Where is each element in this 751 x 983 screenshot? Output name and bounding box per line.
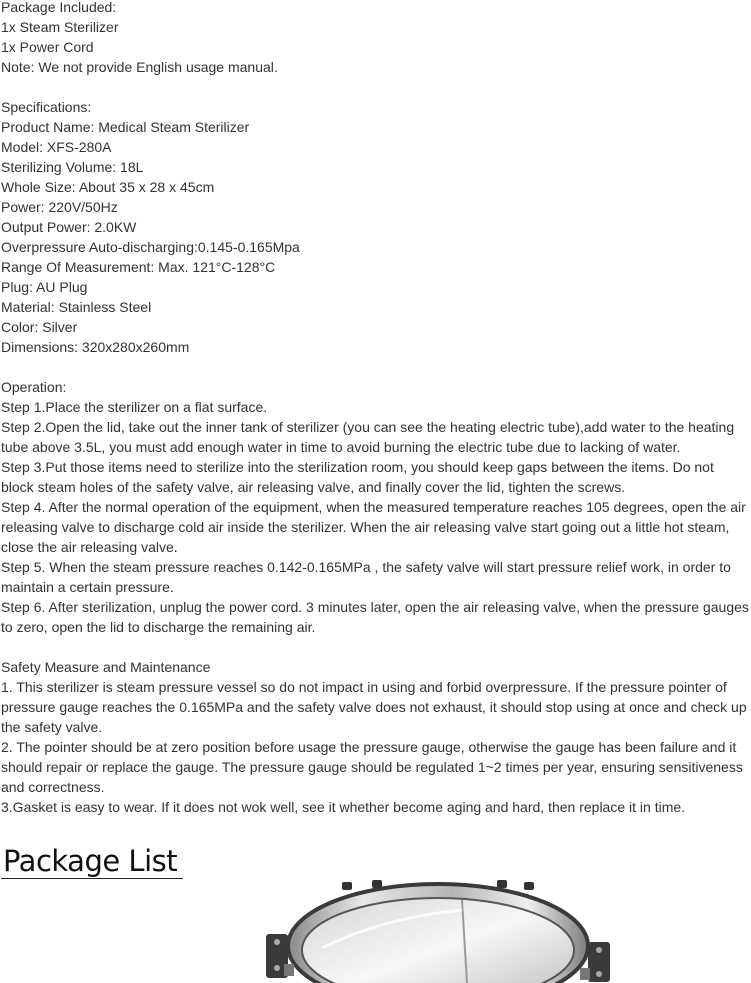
operation-step: Step 3.Put those items need to sterilize into the sterilization room, you should keep gaps between the items. Do not block steam holes of the safety valve, air releasing valve, and finally cover the lid, tighten the screws. <box>1 459 714 495</box>
operation-step: Step 1.Place the sterilizer on a flat surface. <box>1 399 268 415</box>
package-included-title: Package Included: <box>1 0 117 15</box>
heading-underline <box>1 878 183 879</box>
safety-title: Safety Measure and Maintenance <box>1 659 211 675</box>
section-spacer <box>1 357 750 377</box>
spec-item: Dimensions: 320x280x260mm <box>1 339 190 355</box>
section-spacer <box>1 77 750 97</box>
section-spacer <box>1 637 750 657</box>
package-list-heading: Package List <box>3 844 178 878</box>
spec-item: Color: Silver <box>1 319 78 335</box>
spec-item: Power: 220V/50Hz <box>1 199 118 215</box>
spec-item: Plug: AU Plug <box>1 279 88 295</box>
safety-item: 3.Gasket is easy to wear. If it does not wok well, see it whether become aging and hard, then replace it in time. <box>1 799 686 815</box>
operation-step: Step 2.Open the lid, take out the inner tank of sterilizer (you can see the heating electric tube),add water to the heating tube above 3.5L, you must add enough water in time to avoid burning the electric tube due to lacking of water. <box>1 419 735 455</box>
operation-step: Step 4. After the normal operation of the equipment, when the measured temperature reaches 105 degrees, open the air releasing valve to discharge cold air inside the sterilizer. When the air releasing valve start going out a little hot steam, close the air releasing valve. <box>1 499 746 555</box>
spec-item: Output Power: 2.0KW <box>1 219 137 235</box>
package-item: 1x Power Cord <box>1 39 94 55</box>
spec-item: Overpressure Auto-discharging:0.145-0.165Mpa <box>1 239 300 255</box>
spec-item: Sterilizing Volume: 18L <box>1 159 144 175</box>
specifications-title: Specifications: <box>1 99 92 115</box>
safety-item: 1. This sterilizer is steam pressure vessel so do not impact in using and forbid overpressure. If the pressure pointer of pressure gauge reaches the 0.165MPa and the safety valve does not exhaust, it should stop using at once and check up the safety valve. <box>1 679 747 735</box>
safety-item: 2. The pointer should be at zero position before usage the pressure gauge, otherwise the gauge has been failure and it should repair or replace the gauge. The pressure gauge should be regulated 1~2 times per year, ensuring sensitiveness and correctness. <box>1 739 743 795</box>
spec-item: Range Of Measurement: Max. 121°C-128°C <box>1 259 276 275</box>
operation-title: Operation: <box>1 379 67 395</box>
spec-item: Model: XFS-280A <box>1 139 112 155</box>
package-note: Note: We not provide English usage manual. <box>1 59 278 75</box>
spec-item: Product Name: Medical Steam Sterilizer <box>1 119 250 135</box>
spec-item: Material: Stainless Steel <box>1 299 152 315</box>
operation-step: Step 5. When the steam pressure reaches 0.142-0.165MPa , the safety valve will start pressure relief work, in order to maintain a certain pressure. <box>1 559 731 595</box>
spec-item: Whole Size: About 35 x 28 x 45cm <box>1 179 215 195</box>
sterilizer-photo <box>262 878 614 983</box>
package-item: 1x Steam Sterilizer <box>1 19 119 35</box>
product-description <box>1 0 750 817</box>
operation-step: Step 6. After sterilization, unplug the power cord. 3 minutes later, open the air releasing valve, when the pressure gauges to zero, open the lid to discharge the remaining air. <box>1 599 749 635</box>
